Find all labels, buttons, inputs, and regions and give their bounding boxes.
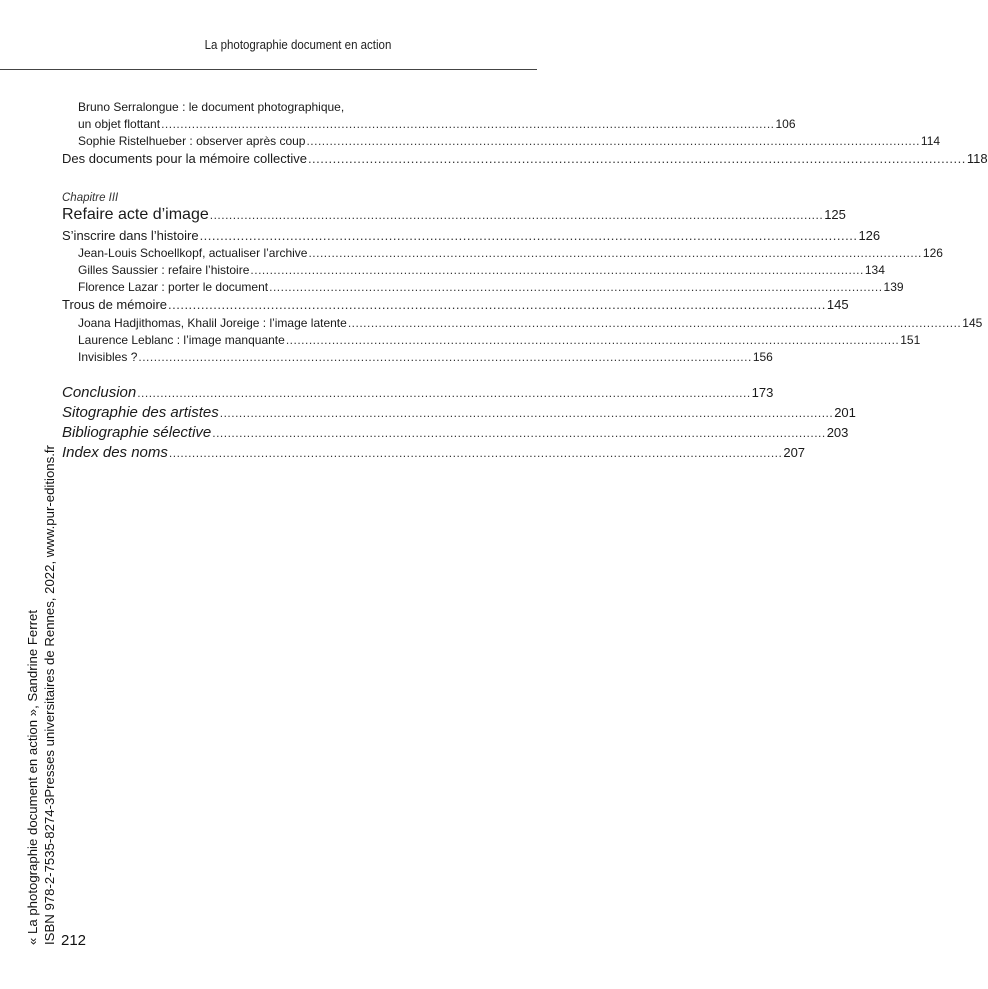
- toc-page-number: 201: [834, 405, 856, 420]
- leader-dots: ................................................................................................................................................................: [347, 316, 962, 330]
- leader-dots: ................................................................................................................................................................: [168, 446, 783, 460]
- toc-entry-lazar[interactable]: [78, 280, 904, 294]
- toc-label: un objet flottant: [78, 117, 161, 131]
- toc-page-number: 203: [826, 425, 849, 440]
- leader-dots: ................................................................................................................................................................: [199, 228, 858, 243]
- toc-label: Index des noms: [62, 444, 168, 461]
- toc-label: Invisibles ?: [78, 350, 138, 364]
- toc-page-number: 207: [783, 445, 806, 460]
- toc-label: Conclusion: [62, 384, 137, 401]
- toc-entry-leblanc[interactable]: [78, 333, 921, 347]
- toc-page-number: 114: [920, 134, 941, 148]
- leader-dots: ................................................................................................................................................................: [219, 406, 834, 420]
- toc-label: Sophie Ristelhueber : observer après coup: [78, 134, 306, 148]
- toc-entry-bibliographie[interactable]: [62, 424, 849, 441]
- toc-label: Bibliographie sélective: [62, 424, 212, 441]
- page-number: 212: [61, 932, 87, 949]
- toc-entry-index[interactable]: [62, 444, 806, 461]
- toc-label: Refaire acte d’image: [62, 206, 209, 223]
- toc-entry-inscrire-histoire[interactable]: [62, 228, 881, 243]
- toc-entry-trous-memoire[interactable]: [62, 297, 849, 312]
- toc-entry-memoire-collective[interactable]: [62, 151, 988, 166]
- leader-dots: ................................................................................................................................................................: [161, 117, 775, 131]
- leader-dots: ................................................................................................................................................................: [168, 297, 826, 312]
- toc-entry-conclusion[interactable]: [62, 384, 774, 401]
- toc-entry-schoellkopf[interactable]: [78, 246, 943, 260]
- toc-entry-serralongue-line1: Bruno Serralongue : le document photographique,: [78, 100, 345, 114]
- header-rule: [0, 69, 537, 70]
- toc-label: Laurence Leblanc : l’image manquante: [78, 333, 285, 347]
- side-credit-line2: ISBN 978-2-7535-8274-3Presses universitaires de Rennes, 2022, www.pur-editions.fr: [42, 445, 57, 945]
- leader-dots: ................................................................................................................................................................: [307, 151, 966, 166]
- leader-dots: ................................................................................................................................................................: [137, 386, 751, 400]
- leader-dots: ................................................................................................................................................................: [285, 333, 900, 347]
- toc-page-number: 106: [775, 117, 796, 131]
- toc-label: Joana Hadjithomas, Khalil Joreige : l’image latente: [78, 316, 347, 330]
- toc-entry-saussier[interactable]: [78, 263, 885, 277]
- toc-label: Jean-Louis Schoellkopf, actualiser l’archive: [78, 246, 308, 260]
- toc-page-number: 126: [922, 246, 943, 260]
- toc-page-number: 156: [752, 350, 773, 364]
- toc-entry-serralongue[interactable]: [78, 117, 796, 131]
- toc-label: S’inscrire dans l’histoire: [62, 228, 199, 243]
- toc-label: Florence Lazar : porter le document: [78, 280, 269, 294]
- toc-entry-invisibles[interactable]: [78, 350, 773, 364]
- side-credit-line1: « La photographie document en action », Sandrine Ferret: [25, 609, 40, 945]
- chapter-label: Chapitre III: [62, 192, 119, 204]
- toc-label: Des documents pour la mémoire collective: [62, 151, 307, 166]
- leader-dots: ................................................................................................................................................................: [209, 208, 824, 222]
- toc-entry-sitographie[interactable]: [62, 404, 856, 421]
- leader-dots: ................................................................................................................................................................: [250, 263, 864, 277]
- toc-page-number: 173: [751, 385, 774, 400]
- toc-page-number: 145: [826, 297, 849, 312]
- toc-page-number: 118: [966, 151, 988, 166]
- toc-label: Gilles Saussier : refaire l’histoire: [78, 263, 250, 277]
- toc-entry-refaire-acte[interactable]: [62, 206, 846, 224]
- toc-label: Trous de mémoire: [62, 297, 167, 312]
- leader-dots: ................................................................................................................................................................: [212, 426, 826, 440]
- side-credit-notice: [24, 445, 64, 945]
- toc-entry-ristelhueber[interactable]: [78, 134, 941, 148]
- toc-page-number: 134: [864, 263, 885, 277]
- leader-dots: ................................................................................................................................................................: [306, 134, 920, 148]
- toc-page-number: 139: [883, 280, 904, 294]
- toc-label: Sitographie des artistes: [62, 404, 219, 421]
- leader-dots: ................................................................................................................................................................: [138, 350, 752, 364]
- toc-page-number: 126: [858, 228, 881, 243]
- toc-page-number: 151: [900, 333, 921, 347]
- toc-page-number: 145: [962, 316, 983, 330]
- toc-entry-hadjithomas[interactable]: [78, 316, 983, 330]
- running-head-title: La photographie document en action: [204, 38, 392, 52]
- leader-dots: ................................................................................................................................................................: [269, 280, 883, 294]
- toc-page-number: 125: [824, 207, 846, 222]
- leader-dots: ................................................................................................................................................................: [308, 246, 922, 260]
